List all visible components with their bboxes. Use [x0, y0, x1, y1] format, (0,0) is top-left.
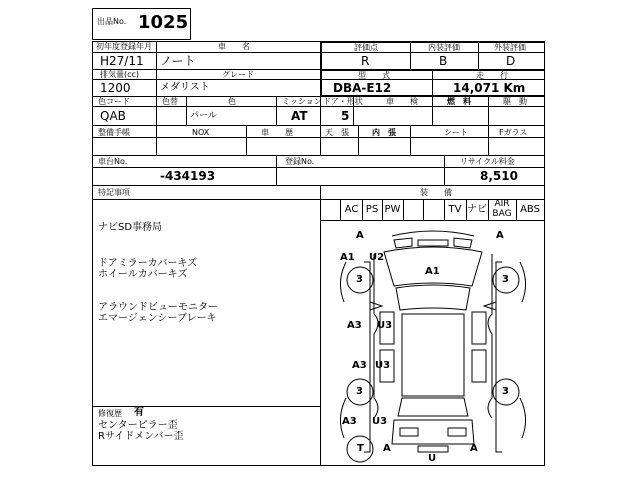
- recycle-value: 8,510: [480, 169, 518, 183]
- cc-value: 1200: [100, 81, 131, 95]
- note-line: ドアミラーカバーキズ: [98, 258, 198, 269]
- mark-a3-mid: A3: [347, 320, 362, 331]
- model-label: 型 式: [358, 71, 390, 80]
- equipment-airbag: AIR BAG: [492, 199, 512, 219]
- mark-t: T: [357, 443, 364, 454]
- color-label: 色: [228, 97, 236, 106]
- mileage-label: 走 行: [476, 71, 508, 80]
- equipment-abs: ABS: [520, 204, 540, 215]
- mileage-value: 14,071 Km: [453, 81, 526, 95]
- score-label: 評価点: [354, 43, 378, 52]
- grade-value: メダリスト: [160, 82, 210, 93]
- equipment-tv: TV: [448, 204, 462, 215]
- reg-label: 初年度登録年月: [96, 42, 152, 51]
- fuel-label: 燃 料: [447, 97, 471, 106]
- score-value: R: [361, 54, 370, 68]
- mark-u3-bottom: U3: [372, 416, 388, 427]
- note-line: エマージェンシーブレーキ: [98, 313, 217, 324]
- color-code-label: 色コード: [98, 97, 130, 106]
- grade-label: グレード: [222, 70, 254, 79]
- repair-item: センターピラー歪: [98, 420, 178, 431]
- nox-label: NOX: [192, 128, 210, 137]
- mark-a-bottom-left: A: [383, 443, 391, 454]
- interior-value: B: [439, 54, 448, 68]
- mark-u2: U2: [369, 252, 385, 263]
- drive-label: 駆 動: [503, 97, 527, 106]
- color-code-value: QAB: [100, 109, 126, 123]
- cc-label: 排気量(cc): [100, 70, 140, 79]
- equipment-navi: ナビ: [467, 204, 487, 215]
- mark-a3-bottom: A3: [342, 416, 357, 427]
- lot-label: 出品No.: [97, 17, 127, 26]
- seat-label: シート: [444, 128, 468, 137]
- recycle-label: リサイクル料金: [460, 157, 515, 166]
- equipment-pw: PW: [384, 204, 401, 215]
- inspection-label: 車 検: [386, 97, 418, 106]
- repair-item: Rサイドメンバー歪: [98, 431, 184, 442]
- mark-a1-left: A1: [340, 252, 355, 263]
- mark-wheel-rl: 3: [356, 386, 363, 397]
- exterior-value: D: [506, 54, 516, 68]
- model-value: DBA-E12: [333, 81, 392, 95]
- car-label: 車 名: [218, 42, 250, 51]
- mark-a-bottom-right: A: [470, 443, 478, 454]
- car-diagram: [322, 222, 544, 465]
- mark-u3-low: U3: [375, 360, 391, 371]
- repair-label: 修復歴: [98, 409, 122, 418]
- mark-wheel-rr: 3: [502, 386, 509, 397]
- mark-a1-center: A1: [425, 266, 440, 277]
- ceiling-label: 天 張: [325, 128, 349, 137]
- mark-wheel-fr: 3: [502, 274, 509, 285]
- mission-label: ミッション: [282, 97, 322, 106]
- lot-number: 1025: [138, 12, 189, 33]
- interior-trim-label: 内 張: [372, 128, 396, 137]
- equipment-ac: AC: [344, 204, 359, 215]
- notes-label: 特記事項: [98, 188, 130, 197]
- color-type-label: 色替: [162, 97, 178, 106]
- regno-label: 登録No.: [285, 157, 315, 166]
- history-label: 車 歴: [261, 128, 293, 137]
- mark-wheel-fl: 3: [356, 274, 363, 285]
- color-value: パール: [190, 111, 217, 121]
- chassis-value: -434193: [160, 169, 216, 183]
- mark-a3-low: A3: [352, 360, 367, 371]
- doors-label: ドア・形状: [323, 97, 363, 106]
- doors-value: 5: [341, 109, 350, 123]
- note-line: ナビSD事務局: [98, 222, 163, 233]
- mark-front-left: A: [356, 230, 364, 241]
- repair-value: 有: [134, 407, 144, 418]
- exterior-label: 外装評価: [494, 43, 526, 52]
- chassis-label: 車台No.: [98, 157, 128, 166]
- reg-value: H27/11: [100, 54, 144, 68]
- mark-u-bottom: U: [428, 453, 437, 464]
- interior-label: 内装評価: [428, 43, 460, 52]
- car-value: ノート: [160, 54, 196, 68]
- equipment-label: 装 備: [420, 188, 452, 197]
- mark-front-right: A: [496, 230, 504, 241]
- mark-u3-mid: U3: [377, 320, 393, 331]
- note-line: ホイールカバーキズ: [98, 269, 188, 280]
- mission-value: AT: [291, 109, 308, 123]
- note-line: アラウンドビューモニター: [98, 302, 218, 313]
- front-glass-label: Fガラス: [499, 128, 528, 137]
- equipment-ps: PS: [365, 204, 379, 215]
- maintenance-book-label: 整備手帳: [98, 128, 130, 137]
